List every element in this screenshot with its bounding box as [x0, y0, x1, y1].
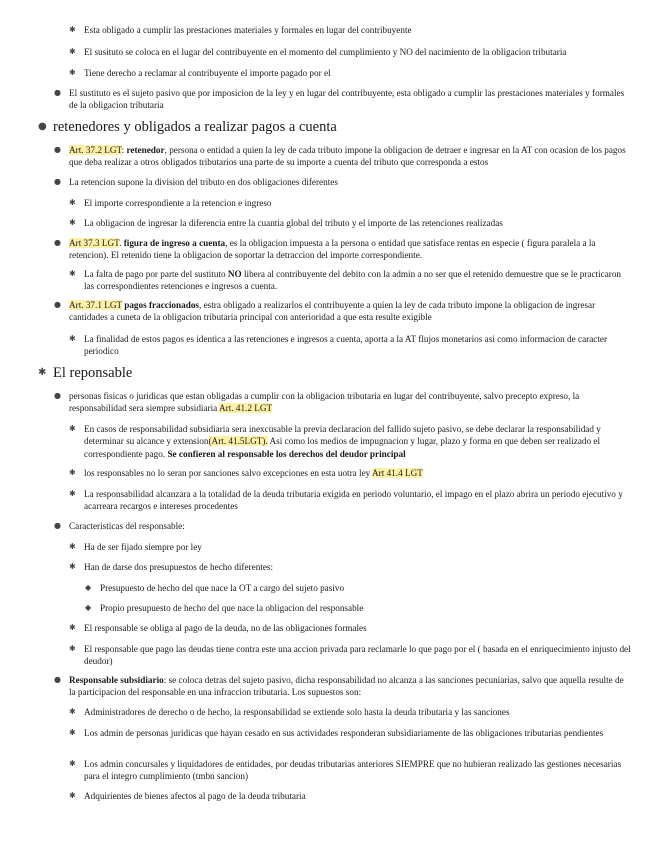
text-segment: Presupuesto de hecho del que nace la OT a cargo del sujeto pasivo [100, 583, 345, 593]
item-text [84, 790, 631, 802]
outline-item [85, 602, 631, 614]
bold-text: Responsable subsidiario [69, 675, 164, 685]
bullet-icon: ✱ [69, 269, 76, 278]
bold-text: NO [227, 269, 242, 279]
bullet-icon: ✱ [69, 68, 76, 77]
text-segment: La retencion supone la division del tributo en dos obligaciones diferentes [69, 177, 338, 187]
bullet-icon: ✱ [69, 424, 76, 433]
bullet-icon: ● [54, 88, 61, 97]
article-reference: Art. 37.1 LGT [69, 300, 122, 310]
item-text [69, 144, 631, 169]
bullet-icon: ✱ [69, 47, 76, 56]
outline-item [69, 46, 631, 58]
item-text [84, 622, 631, 634]
bold-text: retenedor [126, 145, 165, 155]
item-text [84, 467, 631, 479]
bullet-icon: ✱ [69, 334, 76, 343]
item-text [84, 24, 631, 36]
text-segment: , estra obligado a realizarlos el contribuyente a quien la ley de cada tributo impone la obligacion de ingresar cantidades a cuneta de la obligacion tributaria principal con anterioridad a que esta resulte exigible [69, 300, 596, 323]
text-segment: Los admin de personas juridicas que hayan cesado en sus actividades responderan subsidiariamente de las obligaciones tributarias pendientes [84, 728, 604, 738]
item-text [69, 299, 631, 324]
outline-item [69, 622, 631, 634]
text-segment: El responsable que pago las deudas tiene contra este una accion privada para reclamarle lo que pago por el ( basada en el enriquecimiento injusto del deudor) [84, 644, 631, 667]
outline-item [69, 643, 631, 668]
outline-item [69, 268, 631, 293]
item-text [69, 390, 631, 415]
bold-text: figura de ingreso a cuenta [123, 238, 226, 248]
text-segment: El importe correspondiente a la retencion e ingreso [84, 198, 272, 208]
bullet-icon: ✱ [69, 644, 76, 653]
bullet-icon: ● [54, 391, 61, 400]
outline-item [85, 582, 631, 594]
outline-item [69, 24, 631, 36]
text-segment: Esta obligado a cumplir las prestaciones materiales y formales en lugar del contribuyente [84, 25, 412, 35]
item-text [84, 758, 631, 783]
bullet-icon: ● [54, 300, 61, 309]
outline-item [38, 364, 631, 382]
bullet-icon: ✱ [69, 623, 76, 632]
text-segment: . [119, 238, 124, 248]
text-segment: Tiene derecho a reclamar al contribuyente el importe pagado por el [84, 68, 331, 78]
outline-item [69, 706, 631, 718]
outline-item [54, 176, 631, 188]
item-text [84, 727, 631, 739]
text-segment: La obligacion de ingresar la diferencia entre la cuantia global del tributo y el importe de las retenciones realizadas [84, 218, 503, 228]
outline-item [69, 467, 631, 479]
text-segment: Adquirientes de bienes afectos al pago de la deuda tributaria [84, 791, 306, 801]
text-segment: los responsables no lo seran por sanciones salvo excepciones en esta uotra ley [84, 468, 373, 478]
text-segment: : [121, 145, 127, 155]
bullet-icon: ✱ [69, 198, 76, 207]
outline-item [38, 118, 631, 136]
bullet-icon: ● [54, 177, 61, 186]
text-segment: La falta de pago por parte del sustituto [84, 269, 228, 279]
text-segment: Caracteristicas del responsable: [69, 521, 185, 531]
item-text [53, 364, 631, 382]
outline-item [54, 390, 631, 415]
item-text [100, 582, 631, 594]
text-segment: En casos de responsabilidad subsidiaria sera inexcusable la previa declaracion del fallido sujeto pasivo, se debe declarar la responsabilidad y determinar su alcance y extension [84, 424, 601, 447]
item-text [84, 268, 631, 293]
item-text [53, 118, 631, 136]
bullet-icon: ✱ [69, 791, 76, 800]
item-text [69, 520, 631, 532]
outline-item [54, 87, 631, 112]
outline-item [54, 237, 631, 262]
outline-item [69, 67, 631, 79]
text-segment: retenedores y obligados a realizar pagos a cuenta [53, 119, 337, 135]
text-segment: El susituto se coloca en el lugar del contribuyente en el momento del cumplimiento y NO del nacimiento de la obligacion tributaria [84, 47, 567, 57]
bullet-icon: ● [38, 121, 47, 132]
outline-item [69, 488, 631, 513]
article-reference: (Art. 41.5LGT). [208, 436, 268, 447]
outline-item [69, 217, 631, 229]
item-text [69, 176, 631, 188]
text-segment: El sustituto es el sujeto pasivo que por imposicion de la ley y en lugar del contribuyente, esta obligado a cumplir las prestaciones materiales y formales de la obligacion tributaria [69, 88, 625, 111]
bullet-icon: ✱ [38, 367, 47, 378]
bullet-icon: ✱ [69, 707, 76, 716]
bold-text: Se confieren al responsable los derechos del deudor principal [167, 448, 406, 459]
item-text [69, 87, 631, 112]
bullet-icon: ✱ [69, 542, 76, 551]
text-segment: El reponsable [53, 365, 133, 381]
item-text [84, 197, 631, 209]
item-text [84, 561, 631, 573]
text-segment: Asi como los medios de impugnacion y lugar, plazo y forma en que deben ser realizado el correspondiente pago. [84, 436, 601, 459]
text-segment: : se coloca detras del sujeto pasivo, dicha responsabilidad no alcanza a las sanciones pecuniarias, salvo que aquella resulte de la participacion del responsable en una infraccion tributaria. Los supuestos son: [69, 675, 624, 698]
text-segment: La responsabilidad alcanzara a la totalidad de la deuda tributaria exigida en periodo voluntario, el impago en el plazo abrira un periodo ejecutivo y acarreara recargos e intereses procedentes [84, 489, 623, 512]
outline-item [69, 727, 631, 739]
outline-item [69, 423, 631, 460]
outline-item [54, 144, 631, 169]
outline-item [54, 299, 631, 324]
item-text [84, 67, 631, 79]
text-segment: , es la obligacion impuesta a la persona o entidad que satisface rentas en especie ( figura paralela a la retencion). El retenido tiene la obligacion de soportar la detraccion del importe correspondiente. [69, 238, 596, 261]
bullet-icon: ✱ [69, 489, 76, 498]
outline-item [69, 197, 631, 209]
text-segment: , persona o entidad a quien la ley de cada tributo impone la obligacion de detraer e ingresar en la AT con ocasion de los pagos que deba realizar a otros obligados tributarios una parte de su importe a cuenta del tributo que corresponda a estos [69, 145, 626, 168]
outline-item [69, 790, 631, 802]
outline-item [69, 541, 631, 553]
outline-item [69, 333, 631, 358]
bullet-icon: ● [54, 675, 61, 684]
text-segment: La finalidad de estos pagos es identica a las retenciones e ingresos a cuenta, aporta a la AT flujos monetarios asi como informacion de caracter periodico [84, 334, 608, 357]
text-segment: El responsable se obliga al pago de la deuda, no de las obligaciones formales [84, 623, 367, 633]
text-segment: Han de darse dos presupuestos de hecho diferentes: [84, 562, 274, 572]
text-segment: Administradores de derecho o de hecho, la responsabilidad se extiende solo hasta la deuda tributaria y las sanciones [84, 707, 510, 717]
item-text [69, 237, 631, 262]
item-text [84, 488, 631, 513]
item-text [84, 333, 631, 358]
outline-item [54, 520, 631, 532]
item-text [84, 217, 631, 229]
text-segment: personas fisicas o juridicas que estan obligadas a cumplir con la obligacion tributaria en lugar del contribuyente, salvo precepto expreso, la responsabilidad sera siempre subsidiaria [69, 391, 580, 414]
item-text [84, 46, 631, 58]
bullet-icon: ✱ [69, 218, 76, 227]
article-reference: Art. 37.2 LGT [69, 145, 122, 155]
item-text [84, 541, 631, 553]
bullet-icon: ✱ [69, 759, 76, 768]
bullet-icon: ✱ [69, 468, 76, 477]
bold-text: pagos fraccionados [124, 300, 199, 310]
article-reference: Art. 41.2 LGT [219, 403, 273, 414]
item-text [84, 706, 631, 718]
bullet-icon: ◆ [85, 603, 92, 612]
bullet-icon: ● [54, 145, 61, 154]
bullet-icon: ● [54, 521, 61, 530]
item-text [84, 423, 631, 460]
bullet-icon: ◆ [85, 583, 92, 592]
bullet-icon: ✱ [69, 562, 76, 571]
bullet-icon: ✱ [69, 25, 76, 34]
item-text [100, 602, 631, 614]
article-reference: Art 41.4 LGT [372, 468, 423, 478]
bullet-icon: ● [54, 238, 61, 247]
outline-item [69, 561, 631, 573]
article-reference: Art 37.3 LGT [69, 238, 120, 248]
text-segment: libera al contribuyente del debito con la admin a no ser que el retenido demuestre que se le practicaron las correspondientes retenciones e ingresos a cuenta. [84, 269, 622, 292]
outline-item [69, 758, 631, 783]
bullet-icon: ✱ [69, 728, 76, 737]
text-segment: Los admin concursales y liquidadores de entidades, por deudas tributarias anteriores SIEMPRE que no hubieran realizado las gestiones necesarias para el integro cumplimiento (tmbn sancion) [84, 759, 622, 782]
text-segment: Ha de ser fijado siempre por ley [84, 542, 202, 552]
item-text [69, 674, 631, 699]
outline-item [54, 674, 631, 699]
text-segment: Propio presupuesto de hecho del que nace la obligacion del responsable [100, 603, 364, 613]
item-text [84, 643, 631, 668]
